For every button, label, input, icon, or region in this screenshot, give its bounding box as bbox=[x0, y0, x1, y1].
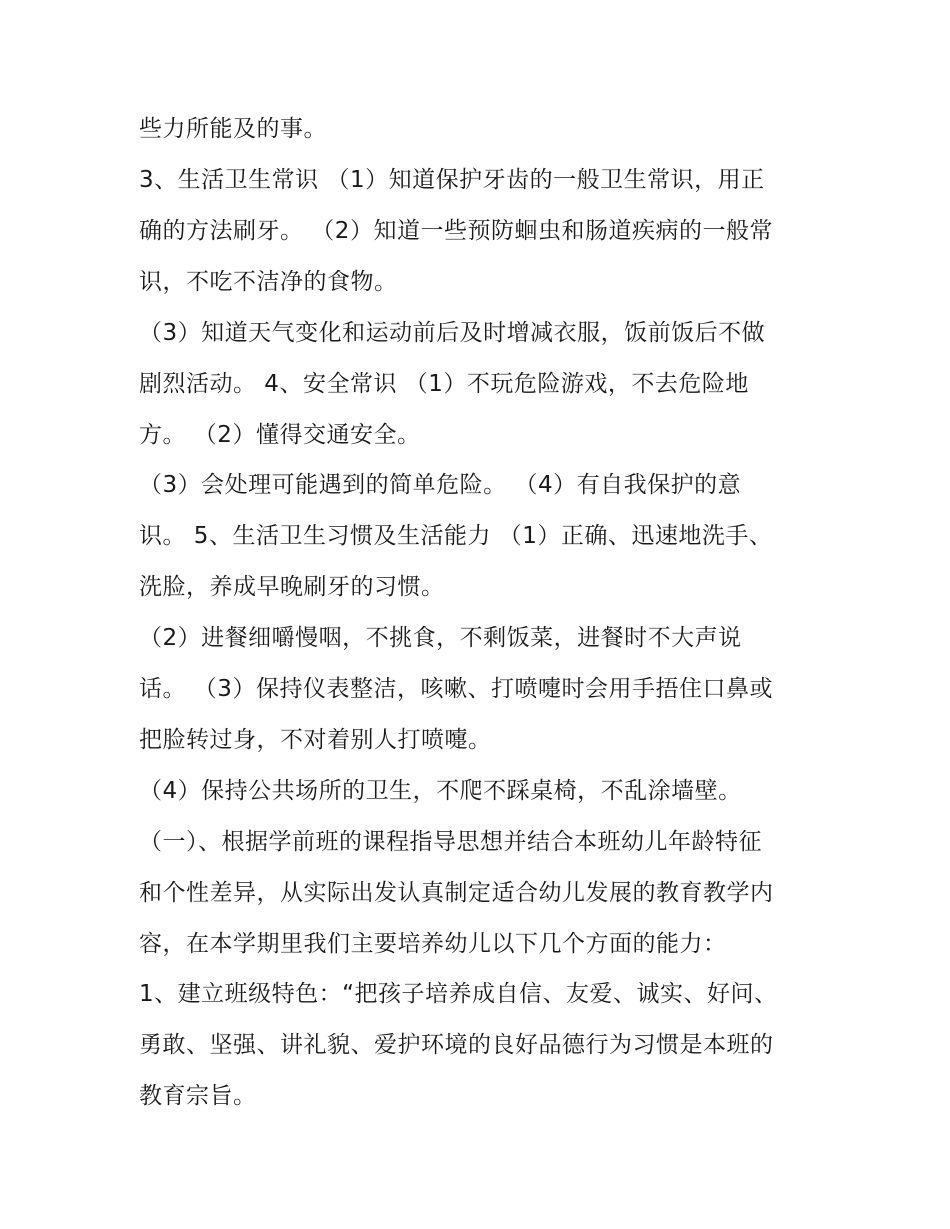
text-line: 识，不吃不洁净的食物。 bbox=[139, 269, 398, 295]
text-line: 勇敢、坚强、讲礼貌、爱护环境的良好品德行为习惯是本班的 bbox=[139, 1032, 774, 1058]
text-line: 和个性差异，从实际出发认真制定适合幼儿发展的教育教学内 bbox=[139, 880, 774, 906]
text-line: 1、建立班级特色：“把孩子培养成自信、友爱、诚实、好问、 bbox=[139, 981, 778, 1007]
text-line: 容，在本学期里我们主要培养幼儿以下几个方面的能力： bbox=[139, 931, 727, 957]
text-line: 教育宗旨。 bbox=[139, 1083, 257, 1109]
text-line: 方。 （2）懂得交通安全。 bbox=[139, 422, 421, 448]
text-line: 把脸转过身，不对着别人打喷嚏。 bbox=[139, 727, 492, 753]
text-line: （3）知道天气变化和运动前后及时增减衣服，饭前饭后不做 bbox=[139, 320, 766, 346]
text-line: （2）进餐细嚼慢咽，不挑食，不剩饭菜，进餐时不大声说 bbox=[139, 625, 742, 651]
text-line: 剧烈活动。 4、安全常识 （1）不玩危险游戏，不去危险地 bbox=[139, 371, 749, 397]
text-line: 话。 （3）保持仪表整洁，咳嗽、打喷嚏时会用手捂住口鼻或 bbox=[139, 676, 773, 702]
text-line: 识。 5、生活卫生习惯及生活能力 （1）正确、迅速地洗手、 bbox=[139, 523, 773, 549]
text-line: 些力所能及的事。 bbox=[139, 116, 327, 142]
text-line: （4）保持公共场所的卫生，不爬不踩桌椅，不乱涂墙壁。 bbox=[139, 778, 742, 804]
text-line: 确的方法刷牙。 （2）知道一些预防蛔虫和肠道疾病的一般常 bbox=[139, 218, 773, 244]
text-line: （3）会处理可能遇到的简单危险。 （4）有自我保护的意 bbox=[139, 472, 742, 498]
text-line: 洗脸，养成早晚刷牙的习惯。 bbox=[139, 574, 445, 600]
text-line: 3、生活卫生常识 （1）知道保护牙齿的一般卫生常识，用正 bbox=[139, 167, 765, 193]
text-line: （一）、根据学前班的课程指导思想并结合本班幼儿年龄特征 bbox=[139, 829, 762, 855]
